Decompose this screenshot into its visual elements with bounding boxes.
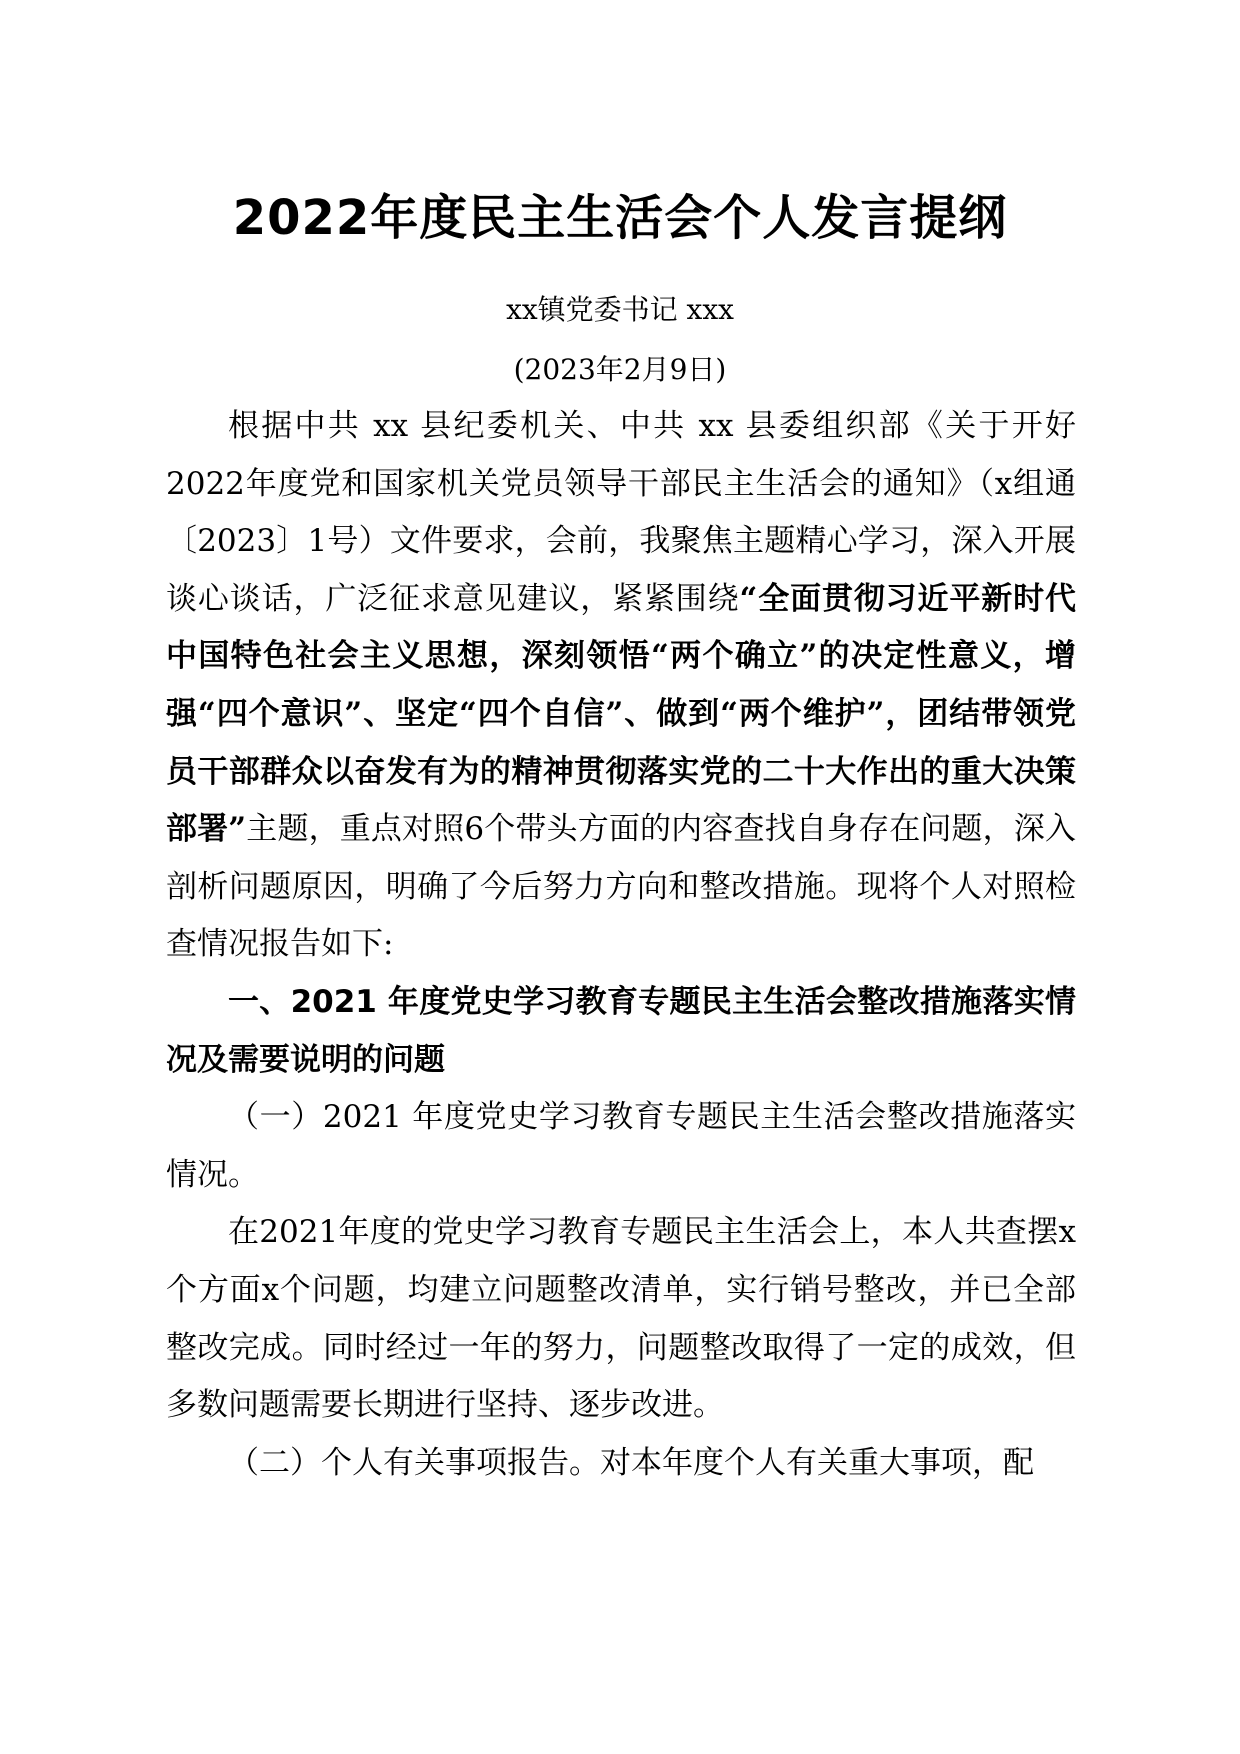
intro-paragraph xyxy=(166,398,1076,974)
section-heading-1: 一、2021 年度党史学习教育专题民主生活会整改措施落实情况及需要说明的问题 xyxy=(166,983,1076,1078)
intro-text-part2: 主题，重点对照6个带头方面的内容查找自身存在问题，深入剖析问题原因，明确了今后努力方向和整改措施。现将个人对照检查情况报告如下: xyxy=(166,811,1076,963)
intro-text-part1: 根据中共 xx 县纪委机关、中共 xx 县委组织部《关于开好2022年度党和国家机关党员领导干部民主生活会的通知》（x组通〔2023〕1号）文件要求，会前，我聚焦主题精心学习，深入开展谈心谈话，广泛征求意见建议，紧紧围绕 xyxy=(166,408,1076,617)
personal-matters-paragraph: （二）个人有关事项报告。对本年度个人有关重大事项，配 xyxy=(228,1444,1034,1481)
rectification-paragraph: 在2021年度的党史学习教育专题民主生活会上，本人共查摆x个方面x个问题，均建立问题整改清单，实行销号整改，并已全部整改完成。同时经过一年的努力，问题整改取得了一定的成效，但多数问题需要长期进行坚持、逐步改进。 xyxy=(166,1214,1076,1424)
document-date: (2023年2月9日) xyxy=(513,353,727,386)
document-title: 2022年度民主生活会个人发言提纲 xyxy=(232,190,1008,246)
subsection-heading-1-1: （一）2021 年度党史学习教育专题民主生活会整改措施落实情况。 xyxy=(166,1099,1076,1193)
document-author: xx镇党委书记 xxx xyxy=(506,293,734,326)
intro-theme-bold: “全面贯彻习近平新时代中国特色社会主义思想，深刻领悟“两个确立”的决定性意义，增强“四个意识”、坚定“四个自信”、做到“两个维护”，团结带领党员干部群众以奋发有为的精神贯彻落实党的二十大作出的重大决策部署” xyxy=(166,580,1076,848)
document-body xyxy=(166,398,1076,1492)
